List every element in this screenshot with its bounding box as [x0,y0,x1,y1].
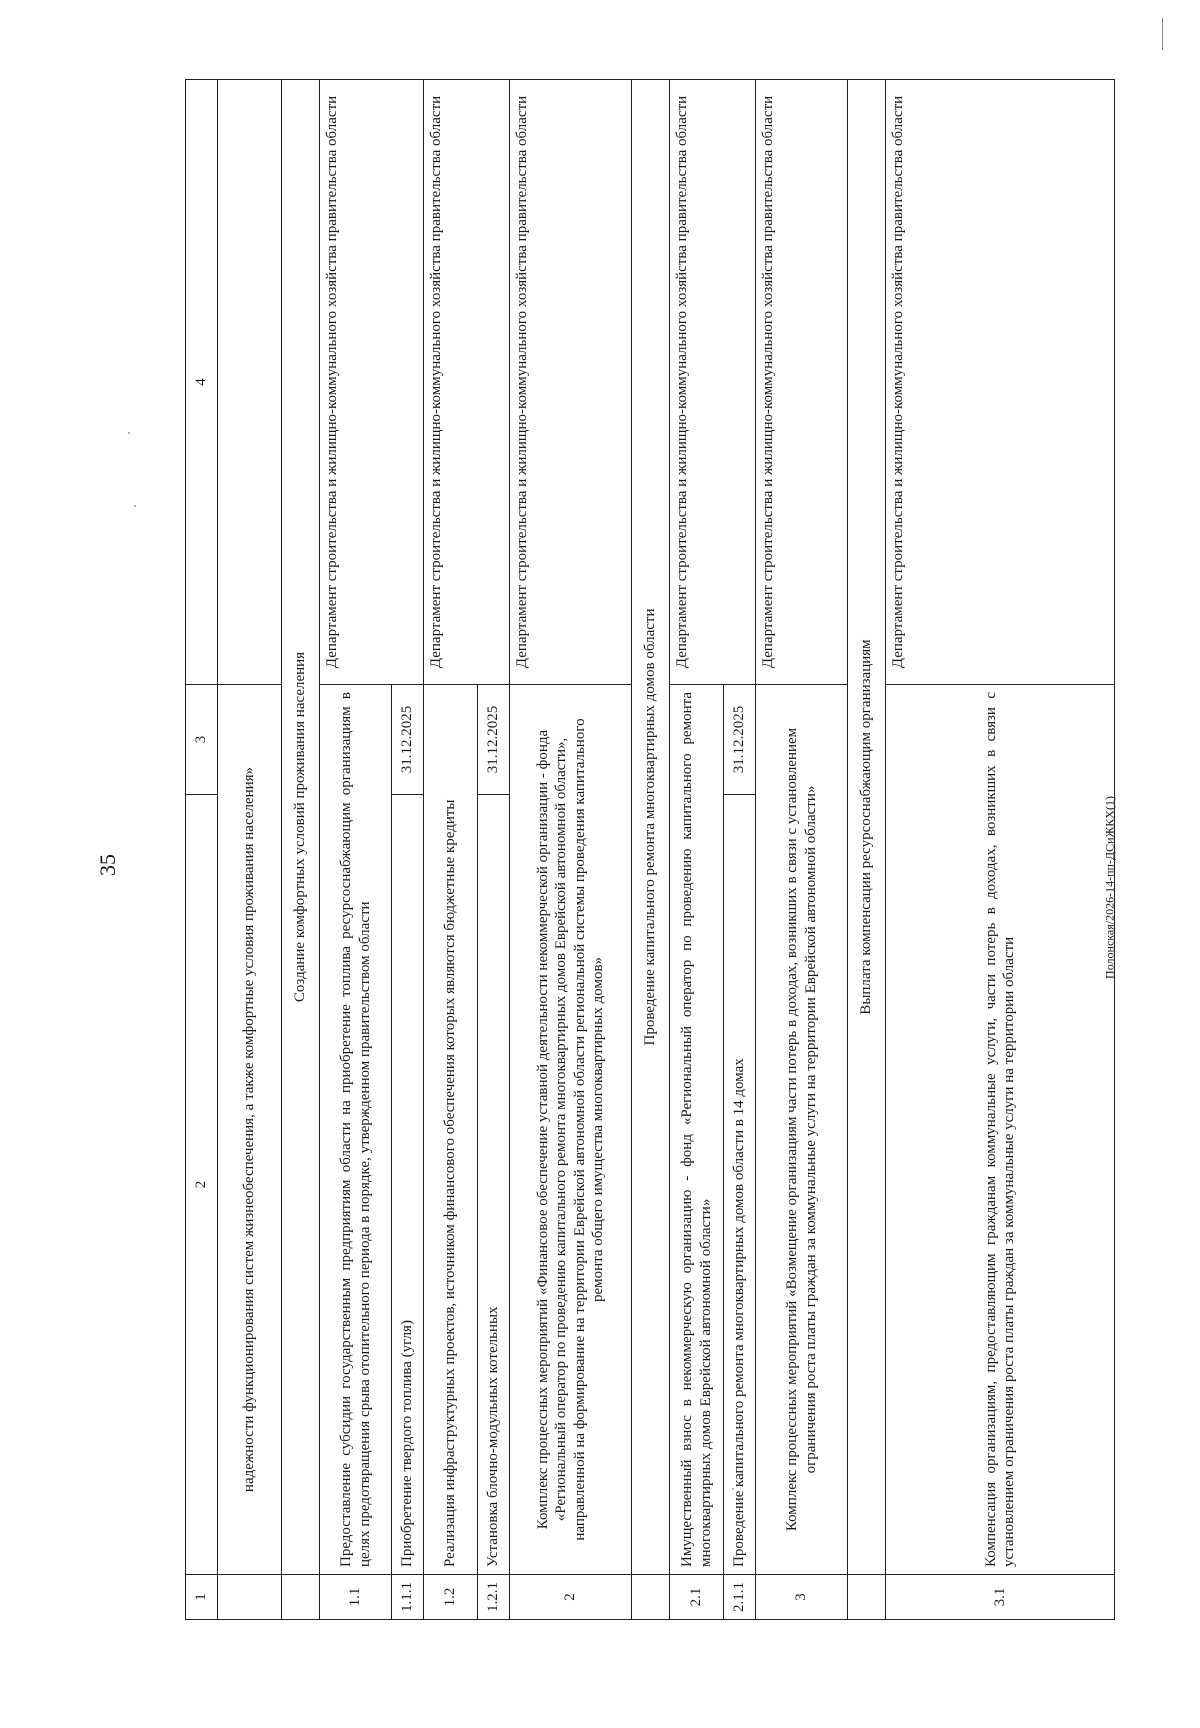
table-row [424,80,478,1620]
row-description: Проведение капитального ремонта многоквартирных домов области в 14 домах [724,795,756,1575]
section-title: Создание комфортных условий проживания населения [282,80,320,1575]
row-number: 1.1 [320,1575,392,1620]
table-row [510,80,632,1620]
row-description: Предоставление субсидии государственным предприятиям области на приобретение топлива ресурсоснабжающим организациям в целях предотвращения срыва отопительного периода в порядке, утвержденном правительством области [320,685,392,1575]
row-date: 31.12.2025 [724,685,756,795]
section-row [632,80,670,1620]
scan-speck [128,432,130,434]
row-number: 1.1.1 [392,1575,424,1620]
table-row [670,80,724,1620]
row-number: 3 [756,1575,848,1620]
footer-document-code: Полонская/2026-14-пп-ДСиЖКХ(1) [1102,796,1117,979]
section-row [848,80,886,1620]
row-number: 2.1.1 [724,1575,756,1620]
table-row [886,80,1115,1620]
row-number: 1.2 [424,1575,478,1620]
section-title: Проведение капитального ремонта многоквартирных домов области [632,80,670,1575]
rotated-table-container [185,80,1115,1620]
header-row [186,80,218,1620]
row-description: Приобретение твердого топлива (угля) [392,795,424,1575]
scan-speck [134,505,136,507]
row-date: 31.12.2025 [392,685,424,795]
continuation-row [218,80,282,1620]
row-description: Комплекс процессных мероприятий «Возмещение организациям части потерь в доходах, возникших в связи с установлением ограничения роста платы граждан за коммунальные услуги на территории Еврейской автономной области» [756,685,848,1575]
row-number: 1.2.1 [478,1575,510,1620]
measures-table [185,79,1115,1620]
row-description: Имущественный взнос в некоммерческую организацию - фонд «Региональный оператор по проведению капитального ремонта многоквартирных домов Еврейской автономной области» [670,685,724,1575]
row-description: Компенсация организациям, предоставляющим гражданам коммунальные услуги, части потерь в доходах, возникших в связи с установлением ограничения роста платы граждан за коммунальные услуги на территории области [886,685,1115,1575]
row-department: Департамент строительства и жилищно-коммунального хозяйства правительства области [510,80,632,685]
margin-mark [1162,18,1163,50]
row-department: Департамент строительства и жилищно-коммунального хозяйства правительства области [424,80,510,685]
page-number: 35 [95,854,120,876]
section-title: Выплата компенсации ресурсоснабжающим организациям [848,80,886,1575]
row-number: 2 [510,1575,632,1620]
table-row [756,80,848,1620]
header-col-3: 3 [186,685,218,795]
row-number: 2.1 [670,1575,724,1620]
table-row [320,80,392,1620]
row-description: Реализация инфраструктурных проектов, источником финансового обеспечения которых являются бюджетные кредиты [424,685,478,1575]
row-description: Комплекс процессных мероприятий «Финансовое обеспечение уставной деятельности некоммерческой организации - фонда «Региональный оператор по проведению капитального ремонта многоквартирных домов Еврейской автономной области», направленной на формирование на территории Еврейской автономной области региональной системы проведения капитального ремонта общего имущества многоквартирных домов» [510,685,632,1575]
row-number: 3.1 [886,1575,1115,1620]
header-col-1: 1 [186,1575,218,1620]
row-department: Департамент строительства и жилищно-коммунального хозяйства правительства области [320,80,424,685]
row-department: Департамент строительства и жилищно-коммунального хозяйства правительства области [670,80,756,685]
row-description: Установка блочно-модульных котельных [478,795,510,1575]
continuation-text: надежности функционирования систем жизнеобеспечения, а также комфортные условия проживания населения» [218,685,282,1575]
row-department: Департамент строительства и жилищно-коммунального хозяйства правительства области [886,80,1115,685]
section-row [282,80,320,1620]
header-col-4: 4 [186,80,218,685]
row-date: 31.12.2025 [478,685,510,795]
row-department: Департамент строительства и жилищно-коммунального хозяйства правительства области [756,80,848,685]
header-col-2: 2 [186,795,218,1575]
